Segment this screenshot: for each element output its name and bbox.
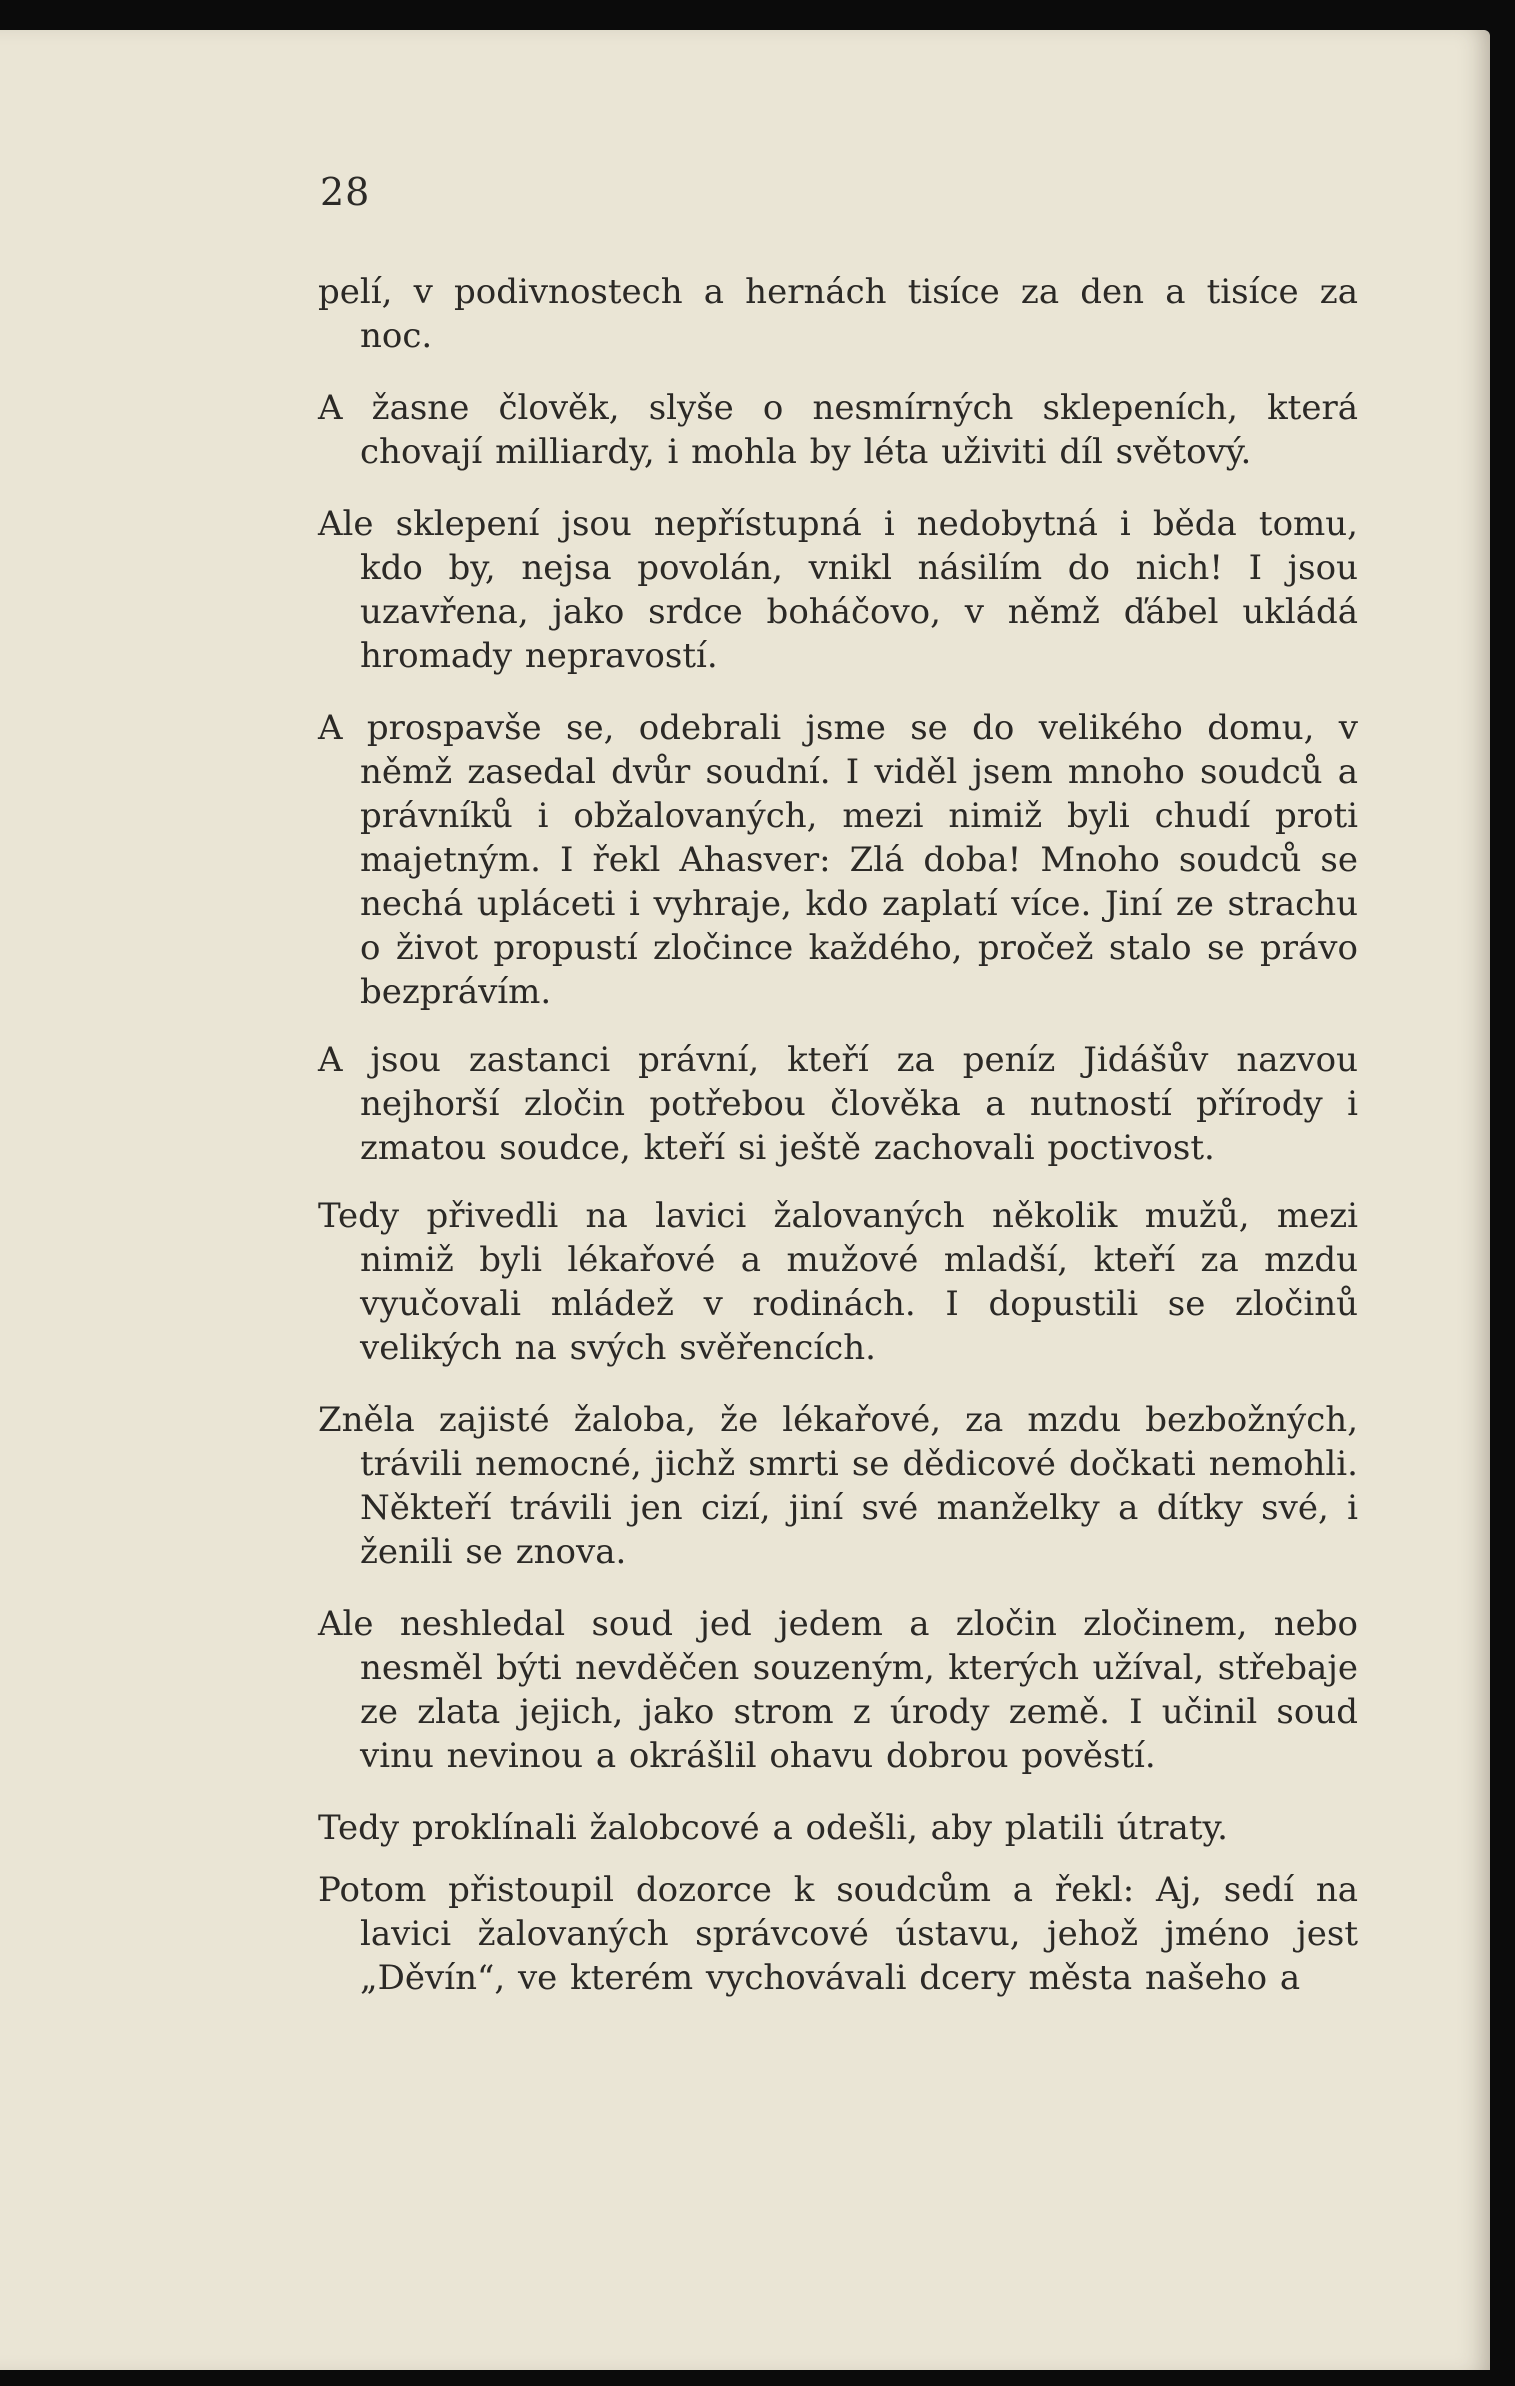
paragraph: A prospavše se, odebrali jsme se do velikého domu, v němž zasedal dvůr soudní. I viděl jsem mnoho soudců a právníků i obžalovaných, mezi nimiž byli chudí proti majetným. I řekl Ahasver: Zlá doba! Mnoho soudců se nechá upláceti i vyhraje, kdo zaplatí více. Jiní ze strachu o život propustí zločince každého, pročež stalo se právo bezprávím.	[318, 708, 1358, 1012]
paragraph: A jsou zastanci právní, kteří za peníz Jidášův nazvou nejhorší zločin potřebou člověka a nutností přírody i zmatou soudce, kteří si ještě zachovali poctivost.	[318, 1040, 1358, 1168]
paragraph: Ale neshledal soud jed jedem a zločin zločinem, nebo nesměl býti nevděčen souzeným, kterých užíval, střebaje ze zlata jejich, jako strom z úrody země. I učinil soud vinu nevinou a okrášlil ohavu dobrou pověstí.	[318, 1604, 1358, 1776]
paragraph: pelí, v podivnostech a hernách tisíce za den a tisíce za noc.	[318, 272, 1358, 356]
paragraph: Tedy přivedli na lavici žalovaných několik mužů, mezi nimiž byli lékařové a mužové mladší, kteří za mzdu vyučovali mládež v rodinách. I dopustili se zločinů velikých na svých svěřencích.	[318, 1196, 1358, 1368]
page-number: 28	[320, 170, 371, 214]
paragraph: A žasne člověk, slyše o nesmírných sklepeních, která chovají milliardy, i mohla by léta uživiti díl světový.	[318, 388, 1358, 472]
paragraph: Ale sklepení jsou nepřístupná i nedobytná i běda tomu, kdo by, nejsa povolán, vnikl násilím do nich! I jsou uzavřena, jako srdce boháčovo, v němž ďábel ukládá hromady nepravostí.	[318, 504, 1358, 676]
book-page	[0, 30, 1490, 2370]
paragraph: Tedy proklínali žalobcové a odešli, aby platili útraty.	[318, 1808, 1228, 1848]
paragraph: Potom přistoupil dozorce k soudcům a řekl: Aj, sedí na lavici žalovaných správcové ústavu, jehož jméno jest „Děvín“, ve kterém vychovávali dcery města našeho a	[318, 1870, 1358, 1998]
page-text	[318, 270, 1358, 2000]
paragraph: Zněla zajisté žaloba, že lékařové, za mzdu bezbožných, trávili nemocné, jichž smrti se dědicové dočkati nemohli. Někteří trávili jen cizí, jiní své manželky a dítky své, i ženili se znova.	[318, 1400, 1358, 1572]
